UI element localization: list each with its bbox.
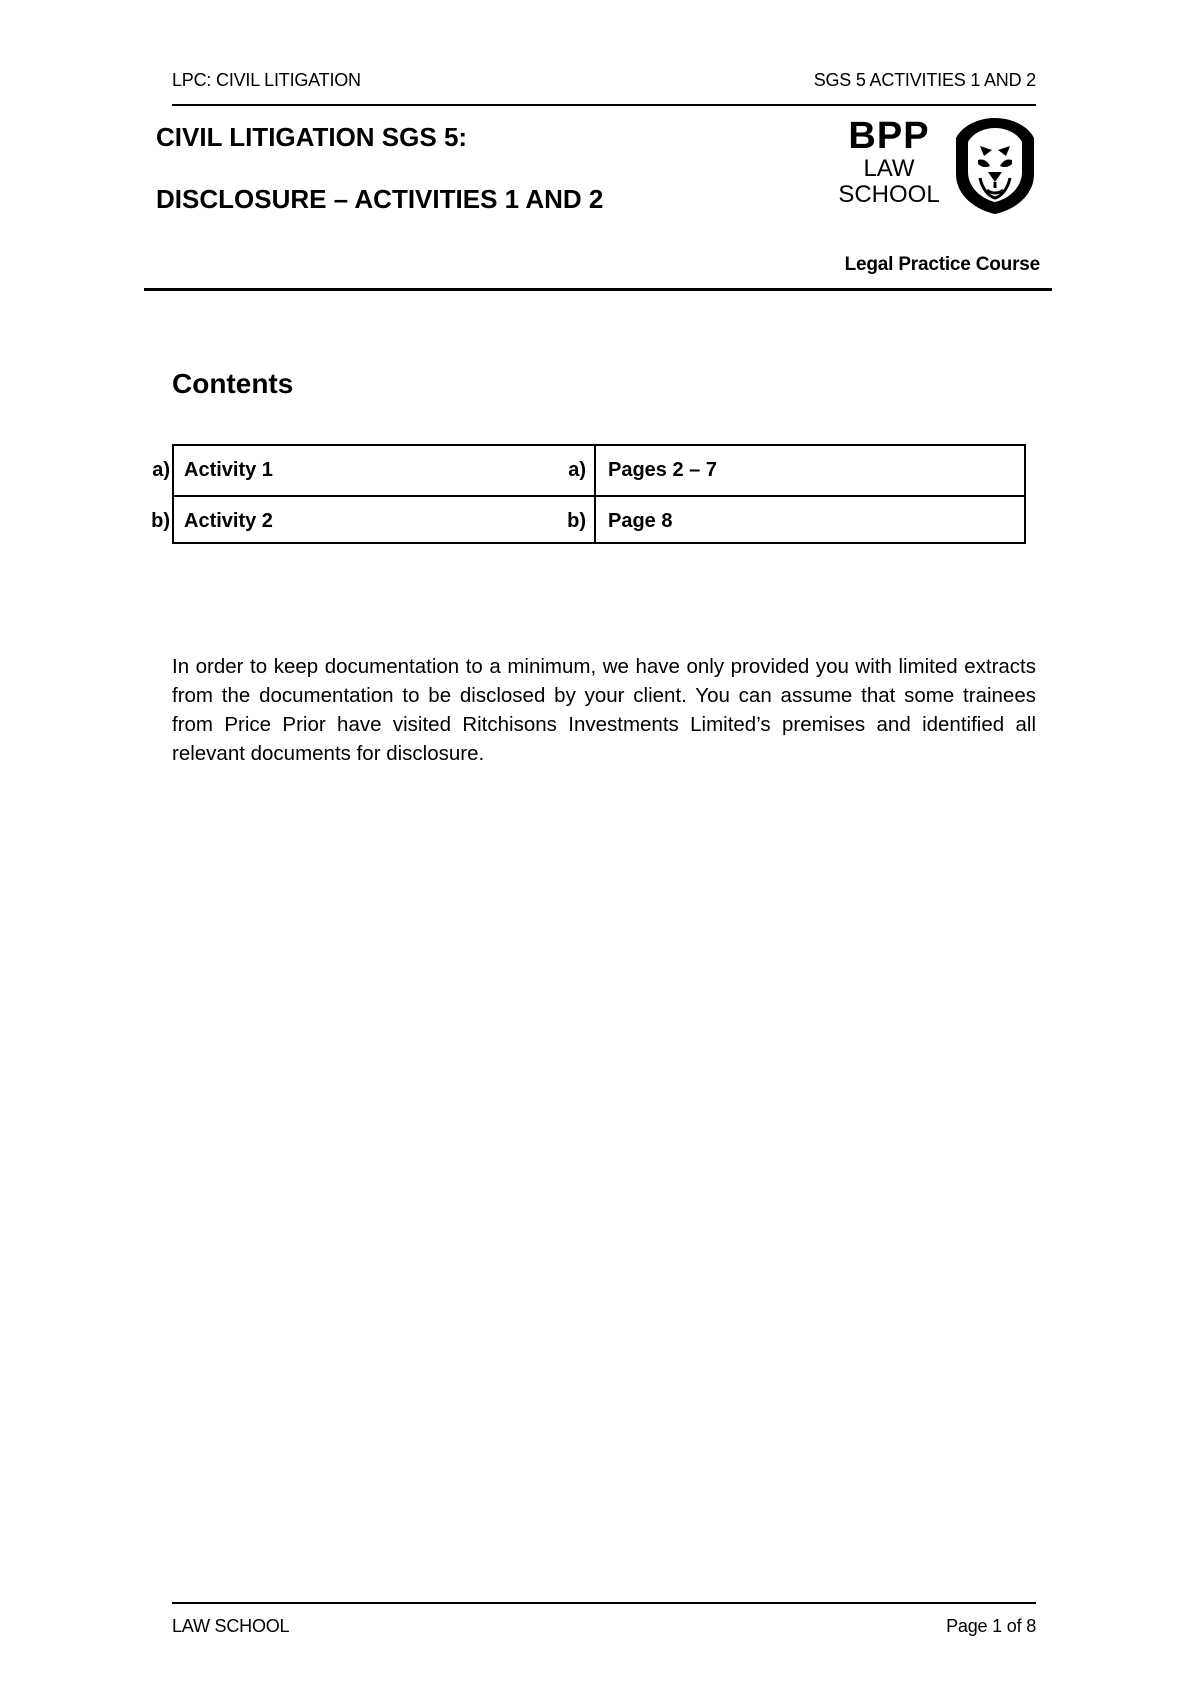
contents-pages: Pages 2 – 7 (608, 459, 717, 481)
intro-paragraph: In order to keep documentation to a minimum, we have only provided you with limited extracts from the documentation to be disclosed by your client. You can assume that some trainees from Price Prior have visited Ritchisons Investments Limited’s premises and identified all relevant documents for disclosure. (172, 655, 1036, 765)
page-number: Page 1 of 8 (946, 1616, 1036, 1636)
row-marker-left: a) (152, 459, 170, 481)
running-footer (172, 1616, 1036, 1640)
title-rule (144, 288, 1052, 291)
contents-item: Activity 1 (184, 459, 273, 481)
bpp-law-school-logo (834, 116, 1040, 218)
contents-item: Activity 2 (184, 510, 273, 532)
footer-rule (172, 1602, 1036, 1604)
logo-school: SCHOOL (838, 181, 940, 208)
header-course: LPC: CIVIL LITIGATION (172, 70, 361, 90)
contents-pages: Page 8 (608, 510, 673, 532)
lion-head-icon (954, 116, 1036, 216)
course-label: Legal Practice Course (844, 254, 1040, 275)
row-marker-left: b) (151, 510, 170, 532)
document-subtitle: DISCLOSURE – ACTIVITIES 1 AND 2 (156, 184, 604, 214)
row-marker-right: a) (568, 459, 586, 481)
header-document-ref: SGS 5 ACTIVITIES 1 AND 2 (813, 70, 1036, 90)
header-rule (172, 104, 1036, 106)
logo-wordmark (834, 116, 944, 208)
running-header (172, 70, 1036, 92)
footer-school: LAW SCHOOL (172, 1616, 290, 1636)
table-row (151, 495, 1024, 545)
row-marker-right: b) (567, 510, 586, 532)
contents-table (151, 444, 1026, 544)
logo-brand: BPP (848, 115, 930, 157)
contents-heading: Contents (172, 368, 294, 399)
table-row (152, 446, 1024, 494)
document-title: CIVIL LITIGATION SGS 5: (156, 122, 468, 152)
logo-law: LAW (863, 155, 915, 182)
column-divider (594, 446, 596, 542)
